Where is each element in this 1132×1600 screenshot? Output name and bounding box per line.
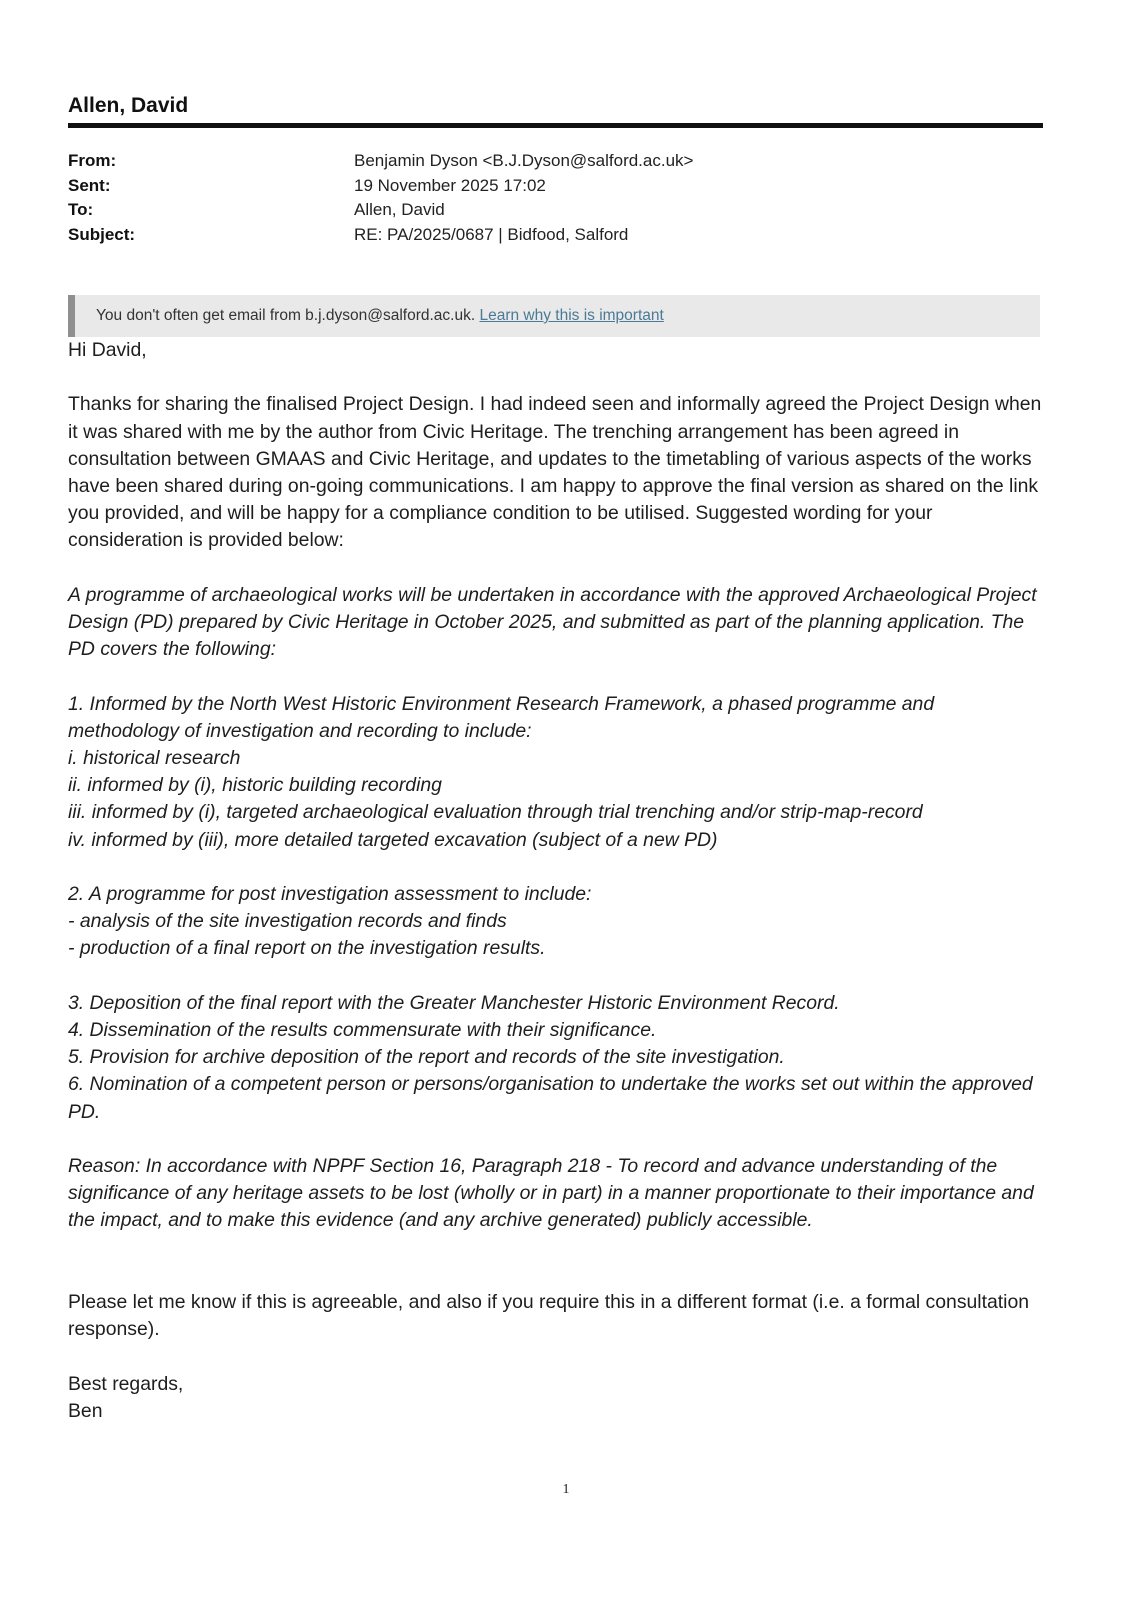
subject-row bbox=[68, 223, 693, 248]
list-item: i. historical research bbox=[68, 747, 241, 769]
signoff-line: Best regards, bbox=[68, 1372, 184, 1395]
title-rule bbox=[68, 123, 1043, 128]
list-item: iii. informed by (i), targeted archaeological evaluation through trial trenching and/or strip-map-record bbox=[68, 801, 923, 824]
list-investigation bbox=[68, 691, 1043, 854]
greeting: Hi David, bbox=[68, 339, 147, 361]
email-body bbox=[68, 337, 1043, 1452]
to-label: To: bbox=[68, 200, 94, 219]
from-row bbox=[68, 149, 693, 174]
list-item: 4. Dissemination of the results commensurate with their significance. bbox=[68, 1019, 657, 1041]
closing-paragraph: Please let me know if this is agreeable, and also if you require this in a different format (i.e. a formal consultation response). bbox=[68, 1290, 1030, 1341]
page-number: 1 bbox=[562, 1482, 570, 1497]
list-item: ii. informed by (i), historic building recording bbox=[68, 774, 442, 797]
document-title: Allen, David bbox=[68, 94, 189, 117]
banner-text: You don't often get email from b.j.dyson@salford.ac.uk. bbox=[96, 307, 476, 324]
list-item: iv. informed by (iii), more detailed targeted excavation (subject of a new PD) bbox=[68, 828, 718, 851]
from-label: From: bbox=[68, 151, 117, 170]
signoff bbox=[68, 1371, 1043, 1425]
reason-paragraph: Reason: In accordance with NPPF Section 16, Paragraph 218 - To record and advance understanding of the significance of any heritage assets to be lost (wholly or in part) in a manner proportionate to their importance and the impact, and to make this evidence (and any archive generated) publicly accessible. bbox=[68, 1155, 1034, 1232]
intro-paragraph: Thanks for sharing the finalised Project Design. I had indeed seen and informally agreed the Project Design when it was shared with me by the author from Civic Heritage. The trenching arrangement has been agreed in consultation between GMAAS and Civic Heritage, and updates to the timetabling of various aspects of the works have been shared during on-going communications. I am happy to approve the final version as shared on the link you provided, and will be happy for a compliance condition to be utilised. Suggested wording for your consideration is provided below: bbox=[68, 393, 1042, 552]
email-header bbox=[68, 149, 693, 247]
external-sender-banner bbox=[68, 295, 1040, 337]
list-item: 5. Provision for archive deposition of the report and records of the site investigation. bbox=[68, 1046, 785, 1069]
list-assessment bbox=[68, 881, 1043, 963]
signature: Ben bbox=[68, 1399, 103, 1422]
to-value: Allen, David bbox=[354, 200, 445, 219]
sent-value: 19 November 2025 17:02 bbox=[354, 175, 546, 195]
condition-paragraph: A programme of archaeological works will be undertaken in accordance with the approved Archaeological Project Design (PD) prepared by Civic Heritage in October 2025, and submitted as part of the planning application. The PD covers the following: bbox=[68, 583, 1037, 661]
from-value: Benjamin Dyson <B.J.Dyson@salford.ac.uk> bbox=[354, 151, 694, 170]
learn-why-link[interactable]: Learn why this is important bbox=[479, 307, 664, 324]
list-item: 1. Informed by the North West Historic Environment Research Framework, a phased programme and methodology of investigation and recording to include: bbox=[68, 692, 935, 742]
list-item: 3. Deposition of the final report with the Greater Manchester Historic Environment Record. bbox=[68, 991, 840, 1014]
subject-label: Subject: bbox=[68, 224, 136, 244]
sent-label: Sent: bbox=[68, 175, 111, 195]
list-item: - analysis of the site investigation records and finds bbox=[68, 910, 507, 933]
to-row bbox=[68, 198, 693, 223]
list-item: - production of a final report on the investigation results. bbox=[68, 937, 546, 960]
spacer bbox=[68, 1262, 1043, 1289]
sent-row bbox=[68, 174, 693, 199]
list-deposition bbox=[68, 990, 1043, 1126]
list-item: 2. A programme for post investigation assessment to include: bbox=[68, 883, 592, 905]
subject-value: RE: PA/2025/0687 | Bidfood, Salford bbox=[354, 224, 629, 244]
list-item: 6. Nomination of a competent person or persons/organisation to undertake the works set out within the approved PD. bbox=[68, 1073, 1033, 1123]
